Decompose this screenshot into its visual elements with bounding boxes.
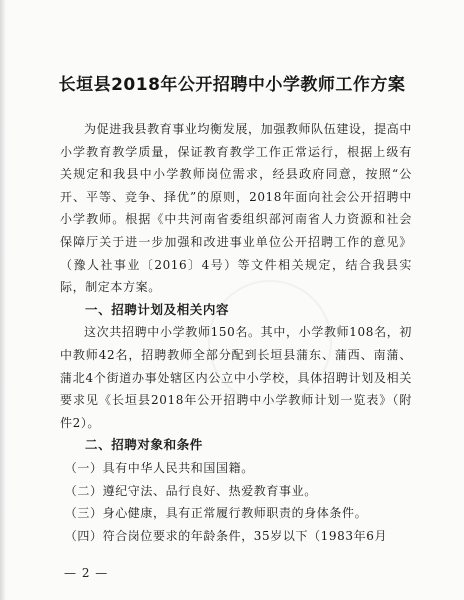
section-2-heading: 二、招聘对象和条件 [85,437,203,453]
section-1-heading: 一、招聘计划及相关内容 [85,301,230,317]
document-body [60,118,412,547]
page-number: — 2 — [64,566,109,580]
document-title: 长垣县2018年公开招聘中小学教师工作方案 [58,75,406,95]
condition-item-3: （三）身心健康，具有正常履行教师职责的身体条件。 [64,506,368,521]
condition-item-2: （二）遵纪守法、品行良好、热爱教育事业。 [64,483,317,498]
condition-item-4: （四）符合岗位要求的年龄条件，35岁以下（1983年6月 [64,528,388,543]
intro-paragraph: 为促进我县教育事业均衡发展，加强教师队伍建设，提高中小学教育教学质量，保证教育教学工作正常运行，根据上级有关规定和我县中小学教师岗位需求，经县政府同意，按照“公开、平等、竞争、择优”的原则，2018年面向社会公开招聘中小学教师。根据《中共河南省委组织部河南省人力资源和社会保障厅关于进一步加强和改进事业单位公开招聘工作的意见》（豫人社事业〔2016〕4号）等文件相关规定，结合我县实际，制定本方案。 [60,122,412,295]
section-1-paragraph: 这次共招聘中小学教师150名。其中，小学教师108名，初中教师42名，招聘教师全部分配到长垣县蒲东、蒲西、南蒲、蒲北4个街道办事处辖区内公立中小学校，具体招聘计划及相关要求见《长垣县2018年公开招聘中小学教师计划一览表》（附件2）。 [60,325,412,430]
condition-item-1: （一）具有中华人民共和国国籍。 [64,460,254,475]
